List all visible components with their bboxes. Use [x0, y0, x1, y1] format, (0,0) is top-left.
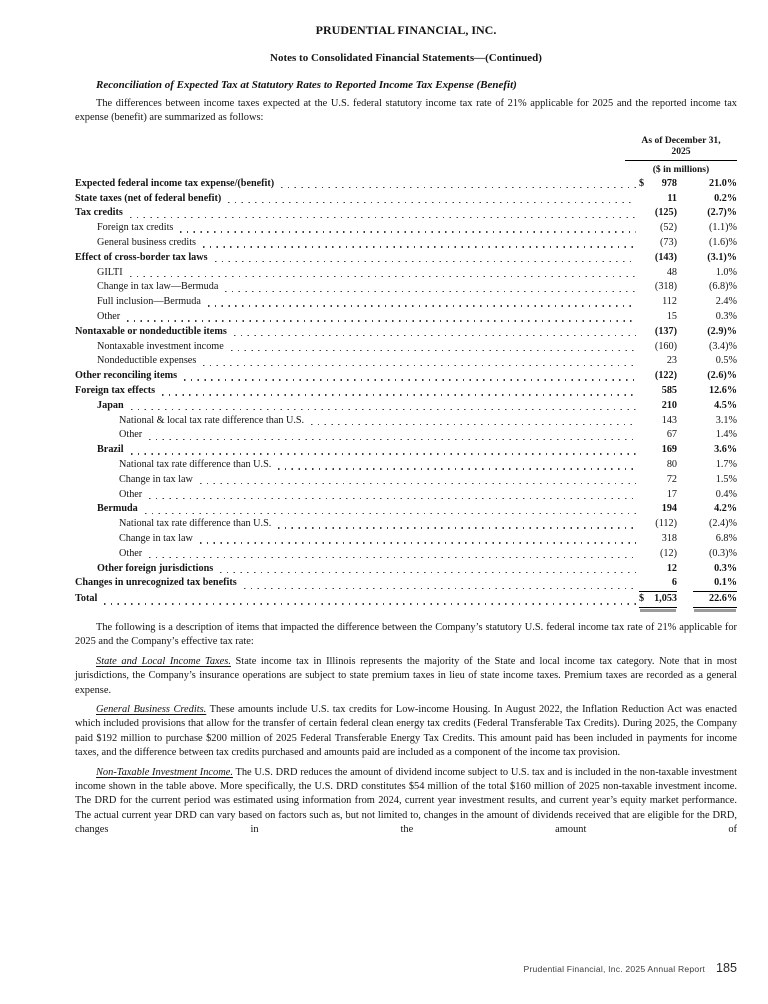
table-row — [75, 369, 737, 384]
row-amount: 318 — [661, 532, 677, 544]
dot-leader — [131, 409, 636, 410]
section-heading: Reconciliation of Expected Tax at Statutory Rates to Reported Income Tax Expense (Benefit) — [96, 79, 517, 91]
row-percent: 3.1% — [715, 414, 737, 426]
table-row — [75, 562, 737, 577]
row-label: Brazil — [97, 444, 124, 456]
table-row — [75, 443, 737, 458]
row-percent: 0.4% — [715, 488, 737, 500]
page-number: 185 — [715, 961, 737, 975]
state-local-taxes-lead: State and Local Income Taxes. — [96, 655, 231, 667]
notes-subtitle: Notes to Consolidated Financial Statements—(Continued) — [270, 52, 542, 64]
row-percent: (1.6)% — [708, 237, 737, 248]
row-amount: 143 — [661, 414, 677, 426]
row-label: Other — [119, 488, 143, 500]
dot-leader — [200, 542, 636, 543]
description-intro-paragraph: The following is a description of items that impacted the difference between the Company’s statutory U.S. federal income tax rate of 21% applicable for 2025 and the Company’s effective tax rate: — [75, 621, 737, 648]
row-amount: 11 — [667, 192, 677, 204]
row-amount: $ 1,053 — [639, 592, 677, 608]
row-label: Nondeductible expenses — [97, 355, 197, 367]
row-percent: 1.0% — [715, 266, 737, 278]
row-percent: (2.4)% — [708, 518, 737, 530]
dot-leader — [180, 231, 636, 232]
row-label: General business credits — [97, 237, 197, 248]
dot-leader — [149, 439, 636, 440]
dot-leader — [130, 276, 636, 277]
table-row — [75, 592, 737, 608]
dot-leader — [149, 498, 636, 499]
row-percent: 22.6% — [693, 592, 737, 608]
row-amount: (160) — [654, 340, 677, 352]
row-percent: 0.1% — [693, 576, 737, 592]
dot-leader — [104, 603, 636, 604]
row-percent: 1.4% — [715, 429, 737, 441]
row-amount: (73) — [660, 237, 677, 248]
row-amount: (12) — [660, 547, 677, 559]
table-row — [75, 488, 737, 503]
row-label: Nontaxable investment income — [97, 340, 224, 352]
table-row — [75, 251, 737, 266]
row-percent: (1.1)% — [708, 222, 737, 234]
table-row — [75, 325, 737, 340]
table-row — [75, 192, 737, 207]
dot-leader — [278, 527, 636, 528]
dot-leader — [215, 261, 636, 262]
row-amount: (318) — [654, 281, 677, 293]
dollar-sign: $ — [639, 177, 645, 189]
dot-leader — [234, 335, 636, 336]
row-label: Japan — [97, 399, 124, 411]
table-row — [75, 532, 737, 547]
row-label: Other — [97, 310, 121, 322]
dot-leader — [203, 246, 636, 247]
row-percent: (2.6)% — [707, 370, 737, 382]
row-label: Change in tax law — [119, 532, 193, 544]
dollar-sign: $ — [639, 593, 645, 605]
dot-leader — [145, 513, 636, 514]
row-percent: 6.8% — [715, 532, 737, 544]
dot-leader — [281, 187, 636, 188]
row-amount: 12 — [666, 562, 677, 574]
column-header-date-line2: 2025 — [671, 145, 691, 157]
row-percent: 0.3% — [715, 310, 737, 322]
row-percent: 1.7% — [715, 458, 737, 470]
table-row — [75, 428, 737, 443]
row-label: Other — [119, 429, 143, 441]
table-row — [75, 576, 737, 592]
non-taxable-investment-income-text: The U.S. DRD reduces the amount of dividend income subject to U.S. tax and is included in the non-taxable investment income shown in the table above. More specifically, the U.S. DRD constitutes $54 million of the total $160 million of 2025 non-taxable investment income. The DRD for the current period was estimated using information from 2024, current year investment results, and current year’s equity market performance. The actual current year DRD can vary based on factors such as, but not limited to, changes in the amount of dividends received that are eligible for the DRD, changes in the amount of — [75, 766, 737, 836]
row-amount: 169 — [661, 444, 677, 456]
company-title: PRUDENTIAL FINANCIAL, INC. — [315, 23, 497, 37]
state-local-taxes-paragraph — [75, 655, 737, 698]
row-label: Total — [75, 593, 98, 605]
row-label: State taxes (net of federal benefit) — [75, 192, 222, 204]
row-amount: 15 — [666, 310, 677, 322]
row-amount: 72 — [666, 473, 677, 485]
row-amount: 6 — [639, 576, 677, 592]
table-header — [75, 135, 737, 177]
row-label: National tax rate difference than U.S. — [119, 458, 272, 470]
row-amount: 194 — [661, 503, 677, 515]
row-percent: (2.7)% — [707, 207, 737, 219]
row-label: National & local tax rate difference than U.S. — [119, 414, 305, 426]
table-row — [75, 502, 737, 517]
row-percent: (6.8)% — [708, 281, 737, 293]
dot-leader — [244, 588, 636, 589]
row-percent: (2.9)% — [707, 325, 737, 337]
general-business-credits-text: These amounts include U.S. tax credits for Low-income Housing. In August 2022, the Inflation Reduction Act was enacted which included provisions that allow for the transfer of certain federal clean energy tax credits (Federal Transferable Tax Credits). During 2025, the Company paid $192 million to purchase $200 million of 2025 Federal Transferable Energy Tax Credits. This amount paid has been included in payments for income taxes, and the difference between tax credits purchased and amounts paid are included as a component of the income tax provision. — [75, 703, 737, 759]
row-amount: (112) — [655, 518, 677, 530]
row-label: GILTI — [97, 266, 123, 278]
row-label: Tax credits — [75, 207, 123, 219]
row-percent: (3.4)% — [708, 340, 737, 352]
table-row — [75, 295, 737, 310]
intro-paragraph: The differences between income taxes expected at the U.S. federal statutory income tax rate of 21% applicable for 2025 and the reported income tax expense (benefit) are summarized as follows: — [75, 98, 737, 124]
row-amount: 23 — [666, 355, 677, 367]
table-row — [75, 340, 737, 355]
row-percent: 12.6% — [708, 384, 737, 396]
row-amount: 210 — [661, 399, 677, 411]
column-header — [625, 135, 737, 177]
row-percent: 4.2% — [714, 503, 737, 515]
row-amount: 67 — [666, 429, 677, 441]
row-amount: (52) — [660, 222, 677, 234]
report-label: Prudential Financial, Inc. 2025 Annual Report — [523, 964, 705, 974]
row-percent: 3.6% — [714, 444, 737, 456]
dot-leader — [278, 468, 636, 469]
column-header-date — [625, 135, 737, 161]
non-taxable-investment-income-paragraph — [75, 766, 737, 838]
table-row — [75, 414, 737, 429]
table-row — [75, 354, 737, 369]
dot-leader — [131, 453, 636, 454]
row-label: Foreign tax effects — [75, 384, 156, 396]
row-amount: 17 — [666, 488, 677, 500]
row-label: Full inclusion—Bermuda — [97, 296, 201, 308]
dot-leader — [162, 394, 636, 395]
row-label: Change in tax law—Bermuda — [97, 281, 219, 293]
tax-table-rows — [75, 177, 737, 608]
row-label: Other reconciling items — [75, 370, 178, 382]
table-row — [75, 221, 737, 236]
dot-leader — [184, 379, 636, 380]
row-label: Foreign tax credits — [97, 222, 174, 234]
dot-leader — [225, 291, 636, 292]
row-amount: (143) — [654, 251, 677, 263]
table-row — [75, 236, 737, 251]
row-amount: $ 978 — [639, 177, 677, 192]
row-label: Change in tax law — [119, 473, 193, 485]
dot-leader — [231, 350, 636, 351]
row-percent: 1.5% — [715, 473, 737, 485]
dot-leader — [220, 572, 636, 573]
dot-leader — [311, 424, 636, 425]
general-business-credits-paragraph — [75, 703, 737, 761]
column-header-units: ($ in millions) — [652, 163, 710, 175]
row-label: Bermuda — [97, 503, 138, 515]
row-amount: (137) — [654, 325, 677, 337]
table-row — [75, 399, 737, 414]
non-taxable-investment-income-lead: Non-Taxable Investment Income. — [96, 766, 233, 778]
row-label: Other — [119, 547, 143, 559]
column-header-date-line1: As of December 31, — [641, 134, 721, 146]
row-percent: 0.2% — [714, 192, 737, 204]
row-amount: (122) — [654, 370, 677, 382]
row-percent: 2.4% — [715, 296, 737, 308]
table-row — [75, 517, 737, 532]
dot-leader — [200, 483, 636, 484]
table-row — [75, 458, 737, 473]
row-percent: 21.0% — [708, 177, 737, 189]
table-row — [75, 206, 737, 221]
row-percent: (3.1)% — [707, 251, 737, 263]
row-label: Expected federal income tax expense/(benefit) — [75, 177, 275, 189]
table-row — [75, 310, 737, 325]
table-row — [75, 473, 737, 488]
tax-reconciliation-table — [75, 135, 737, 608]
table-row — [75, 266, 737, 281]
row-amount: (125) — [654, 207, 677, 219]
row-percent: 4.5% — [714, 399, 737, 411]
row-percent: 0.3% — [714, 562, 737, 574]
row-label: Effect of cross-border tax laws — [75, 251, 208, 263]
row-amount: 80 — [666, 458, 677, 470]
row-label: National tax rate difference than U.S. — [119, 518, 272, 530]
table-row — [75, 384, 737, 399]
dot-leader — [203, 365, 636, 366]
row-percent: 0.5% — [715, 355, 737, 367]
row-label: Changes in unrecognized tax benefits — [75, 577, 237, 589]
row-amount: 585 — [661, 384, 677, 396]
dot-leader — [127, 320, 636, 321]
dot-leader — [228, 202, 636, 203]
row-label: Nontaxable or nondeductible items — [75, 325, 227, 337]
dot-leader — [130, 217, 636, 218]
page-footer — [524, 961, 737, 975]
table-row — [75, 177, 737, 192]
general-business-credits-lead: General Business Credits. — [96, 703, 207, 715]
state-local-taxes-text: State income tax in Illinois represents the majority of the State and local income tax category. Note that in most jurisdictions, the Company’s insurance operations are subject to state premium taxes in lieu of state income taxes. Premium taxes are recorded as a general expense. — [75, 655, 737, 696]
dot-leader — [208, 305, 636, 306]
row-amount: 48 — [666, 266, 677, 278]
dot-leader — [149, 557, 636, 558]
row-percent: (0.3)% — [708, 547, 737, 559]
table-row — [75, 280, 737, 295]
table-row — [75, 547, 737, 562]
row-amount: 112 — [662, 296, 677, 308]
row-label: Other foreign jurisdictions — [97, 562, 214, 574]
